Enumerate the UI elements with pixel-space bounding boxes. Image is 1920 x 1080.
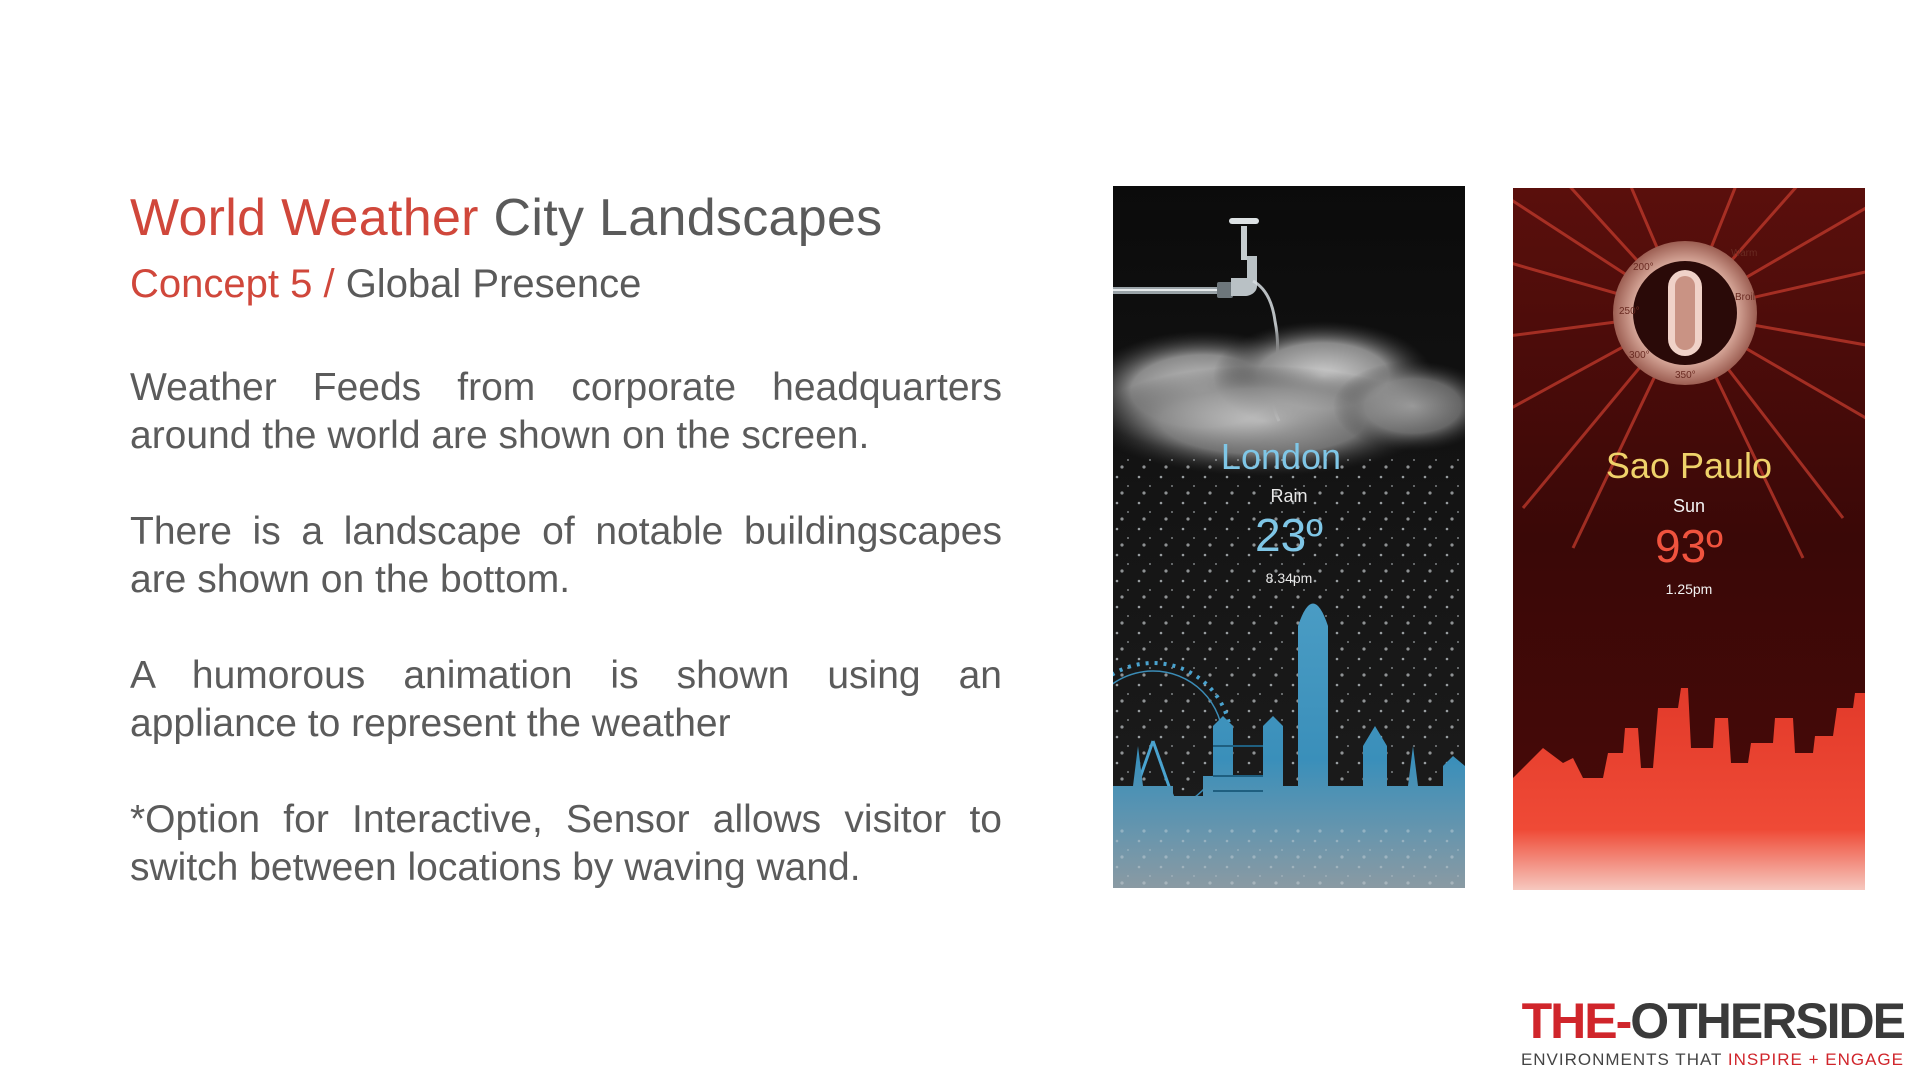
london-city-name: London bbox=[1220, 436, 1342, 477]
slide-title-accent: World Weather bbox=[130, 189, 479, 247]
logo-wordmark bbox=[1504, 993, 1904, 1049]
slide-title bbox=[130, 188, 882, 248]
theotherside-logo bbox=[1504, 993, 1904, 1070]
slide-subtitle bbox=[130, 262, 641, 307]
dial-label-broil: Broil bbox=[1735, 292, 1756, 303]
logo-tagline-prefix: ENVIRONMENTS THAT bbox=[1520, 1050, 1728, 1069]
london-temperature: 23º bbox=[1255, 509, 1323, 561]
paragraph-landscape: There is a landscape of notable buildingscapes are shown on the bottom. bbox=[130, 510, 1002, 601]
paragraph-interactive-option: *Option for Interactive, Sensor allows visitor to switch between locations by waving wand. bbox=[130, 798, 1002, 889]
sao-paulo-city-name: Sao Paulo bbox=[1605, 445, 1773, 486]
slide-subtitle-accent: Concept 5 / bbox=[130, 262, 346, 306]
sao-paulo-temperature: 93º bbox=[1655, 520, 1723, 572]
slide-subtitle-rest: Global Presence bbox=[345, 262, 642, 306]
london-weather-screen bbox=[1113, 186, 1465, 888]
sao-paulo-condition: Sun bbox=[1672, 496, 1706, 516]
dial-label-200: 200° bbox=[1633, 262, 1654, 273]
logo-tagline-highlight: INSPIRE + ENGAGE bbox=[1727, 1050, 1904, 1069]
sao-paulo-time: 1.25pm bbox=[1665, 581, 1713, 597]
description-text bbox=[130, 364, 1002, 940]
logo-dash: - bbox=[1615, 993, 1631, 1049]
slide-title-rest: City Landscapes bbox=[478, 189, 883, 247]
sao-paulo-weather-screen bbox=[1513, 188, 1865, 890]
logo-otherside: OTHERSIDE bbox=[1630, 993, 1904, 1049]
dial-label-350: 350° bbox=[1675, 370, 1696, 381]
paragraph-weather-feeds: Weather Feeds from corporate headquarters around the world are shown on the screen. bbox=[130, 366, 1002, 457]
london-time: 8.34pm bbox=[1265, 570, 1313, 586]
london-condition: Rain bbox=[1270, 486, 1308, 506]
paragraph-animation: A humorous animation is shown using an appliance to represent the weather bbox=[130, 654, 1002, 745]
logo-the: THE bbox=[1521, 993, 1616, 1049]
logo-tagline bbox=[1504, 1050, 1904, 1070]
dial-label-250: 250° bbox=[1619, 306, 1640, 317]
dial-label-warm: Warm bbox=[1731, 248, 1758, 259]
dial-label-300: 300° bbox=[1629, 350, 1650, 361]
